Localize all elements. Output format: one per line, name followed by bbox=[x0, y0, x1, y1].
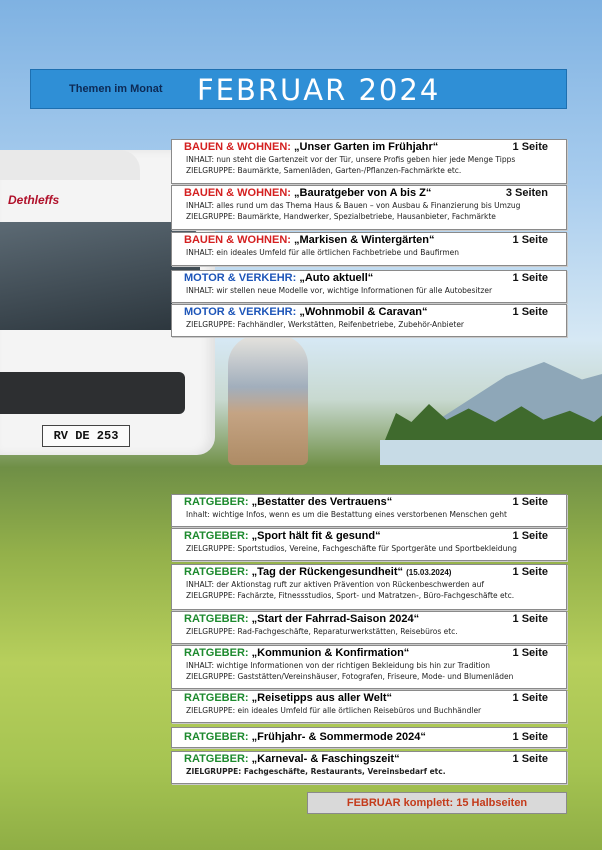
topic-line: INHALT: der Aktionstag ruft zur aktiven Prävention von Rückenbeschwerden auf bbox=[186, 580, 485, 589]
topic-category: BAUEN & WOHNEN: bbox=[184, 234, 291, 246]
topic-entry bbox=[171, 139, 567, 184]
topic-entry bbox=[171, 751, 567, 784]
topic-heading bbox=[184, 187, 431, 199]
topic-title: „Auto aktuell“ bbox=[299, 272, 374, 284]
topic-line: ZIELGRUPPE: Fachhändler, Werkstätten, Reifenbetriebe, Zubehör-Anbieter bbox=[186, 320, 465, 329]
hikers bbox=[228, 335, 308, 465]
topic-line: INHALT: alles rund um das Thema Haus & Bauen – von Ausbau & Finanzierung bis Umzug bbox=[186, 201, 521, 210]
topic-title: „Start der Fahrrad-Saison 2024“ bbox=[251, 613, 420, 625]
topic-line: Inhalt: wichtige Infos, wenn es um die Bestattung eines verstorbenen Menschen geht bbox=[186, 510, 507, 519]
topic-category: MOTOR & VERKEHR: bbox=[184, 306, 297, 318]
topic-title: „Frühjahr- & Sommermode 2024“ bbox=[251, 731, 426, 743]
topic-line: ZIELGRUPPE: ein ideales Umfeld für alle örtlichen Reisebüros und Buchhändler bbox=[186, 706, 482, 715]
topic-line: ZIELGRUPPE: Rad-Fachgeschäfte, Reparaturwerkstätten, Reisebüros etc. bbox=[186, 627, 458, 636]
summary-footer: FEBRUAR komplett: 15 Halbseiten bbox=[307, 792, 567, 814]
topic-heading bbox=[184, 272, 373, 284]
topic-entry bbox=[171, 690, 567, 723]
topic-category: RATGEBER: bbox=[184, 496, 249, 508]
topic-line: ZIELGRUPPE: Baumärkte, Samenläden, Garten-/Pflanzen-Fachmärkte etc. bbox=[186, 166, 462, 175]
topic-date: (15.03.2024) bbox=[406, 568, 452, 577]
topic-line: ZIELGRUPPE: Fachärzte, Fitnessstudios, Sport- und Matratzen-, Büro-Fachgeschäfte etc. bbox=[186, 591, 515, 600]
topic-heading bbox=[184, 306, 427, 318]
topic-heading bbox=[184, 731, 426, 743]
topic-heading bbox=[184, 692, 392, 704]
topic-category: BAUEN & WOHNEN: bbox=[184, 187, 291, 199]
topic-heading bbox=[184, 234, 435, 246]
topic-title: „Wohnmobil & Caravan“ bbox=[299, 306, 428, 318]
topic-pages: 1 Seite bbox=[512, 731, 548, 743]
lake bbox=[380, 440, 602, 465]
topic-heading bbox=[184, 613, 419, 625]
topic-line: INHALT: ein ideales Umfeld für alle örtlichen Fachbetriebe und Baufirmen bbox=[186, 248, 460, 257]
camper-brand-logo: Dethleffs bbox=[8, 193, 60, 207]
topic-pages: 1 Seite bbox=[512, 566, 548, 578]
topic-title: „Karneval- & Faschingszeit“ bbox=[251, 753, 400, 765]
topic-pages: 3 Seiten bbox=[505, 187, 548, 199]
topic-title: „Reisetipps aus aller Welt“ bbox=[251, 692, 393, 704]
topic-pages: 1 Seite bbox=[512, 647, 548, 659]
topic-pages: 1 Seite bbox=[512, 530, 548, 542]
topic-pages: 1 Seite bbox=[512, 692, 548, 704]
topic-line: ZIELGRUPPE: Sportstudios, Vereine, Fachgeschäfte für Sportgeräte und Sportbekleidung bbox=[186, 544, 517, 553]
topic-heading bbox=[184, 647, 409, 659]
topic-heading bbox=[184, 496, 392, 508]
topic-category: RATGEBER: bbox=[184, 613, 249, 625]
topic-line: INHALT: nun steht die Gartenzeit vor der Tür, unsere Profis geben hier jede Menge Tipps bbox=[186, 155, 516, 164]
topic-title: „Markisen & Wintergärten“ bbox=[294, 234, 435, 246]
camper-roof bbox=[0, 150, 140, 180]
topic-category: RATGEBER: bbox=[184, 731, 249, 743]
topic-category: RATGEBER: bbox=[184, 566, 249, 578]
topic-entry bbox=[171, 727, 567, 748]
topic-category: RATGEBER: bbox=[184, 530, 249, 542]
topic-pages: 1 Seite bbox=[512, 753, 548, 765]
topic-heading bbox=[184, 141, 438, 153]
camper-windshield bbox=[0, 222, 200, 330]
topic-title: „Bestatter des Vertrauens“ bbox=[251, 496, 393, 508]
topic-entry bbox=[171, 185, 567, 230]
topic-entry bbox=[171, 611, 567, 644]
topic-title: „Bauratgeber von A bis Z“ bbox=[294, 187, 432, 199]
topic-line: ZIELGRUPPE: Fachgeschäfte, Restaurants, Vereinsbedarf etc. bbox=[186, 767, 446, 776]
topic-heading bbox=[184, 753, 400, 765]
topic-category: MOTOR & VERKEHR: bbox=[184, 272, 297, 284]
topic-entry bbox=[171, 494, 567, 527]
topic-entry bbox=[171, 270, 567, 303]
topic-line: INHALT: wichtige Informationen von der richtigen Bekleidung bis hin zur Tradition bbox=[186, 661, 490, 670]
topic-entry bbox=[171, 645, 567, 689]
topic-line: INHALT: wir stellen neue Modelle vor, wichtige Informationen für alle Autobesitzer bbox=[186, 286, 493, 295]
topic-entry bbox=[171, 528, 567, 561]
topic-pages: 1 Seite bbox=[512, 272, 548, 284]
topic-pages: 1 Seite bbox=[512, 613, 548, 625]
topic-title: „Kommunion & Konfirmation“ bbox=[251, 647, 410, 659]
topic-line: ZIELGRUPPE: Baumärkte, Handwerker, Spezialbetriebe, Hausanbieter, Fachmärkte bbox=[186, 212, 496, 221]
header-title: FEBRUAR 2024 bbox=[197, 73, 441, 107]
topic-heading bbox=[184, 566, 451, 578]
topic-category: RATGEBER: bbox=[184, 647, 249, 659]
topic-pages: 1 Seite bbox=[512, 306, 548, 318]
topic-line: ZIELGRUPPE: Gaststätten/Vereinshäuser, Fotografen, Friseure, Mode- und Blumenläden bbox=[186, 672, 514, 681]
license-plate: RV DE 253 bbox=[42, 425, 130, 447]
camper-grille bbox=[0, 372, 185, 414]
topic-heading bbox=[184, 530, 381, 542]
topic-pages: 1 Seite bbox=[512, 234, 548, 246]
topic-title: „Sport hält fit & gesund“ bbox=[251, 530, 381, 542]
topic-entry bbox=[171, 304, 567, 337]
topic-entry bbox=[171, 232, 567, 266]
topic-category: BAUEN & WOHNEN: bbox=[184, 141, 291, 153]
topic-title: „Tag der Rückengesundheit“ bbox=[251, 566, 404, 578]
topic-pages: 1 Seite bbox=[512, 496, 548, 508]
header-bar bbox=[30, 69, 567, 109]
topic-category: RATGEBER: bbox=[184, 753, 249, 765]
topic-title: „Unser Garten im Frühjahr“ bbox=[294, 141, 439, 153]
topic-category: RATGEBER: bbox=[184, 692, 249, 704]
topic-entry bbox=[171, 564, 567, 610]
header-subtitle: Themen im Monat bbox=[69, 83, 163, 95]
topic-pages: 1 Seite bbox=[512, 141, 548, 153]
